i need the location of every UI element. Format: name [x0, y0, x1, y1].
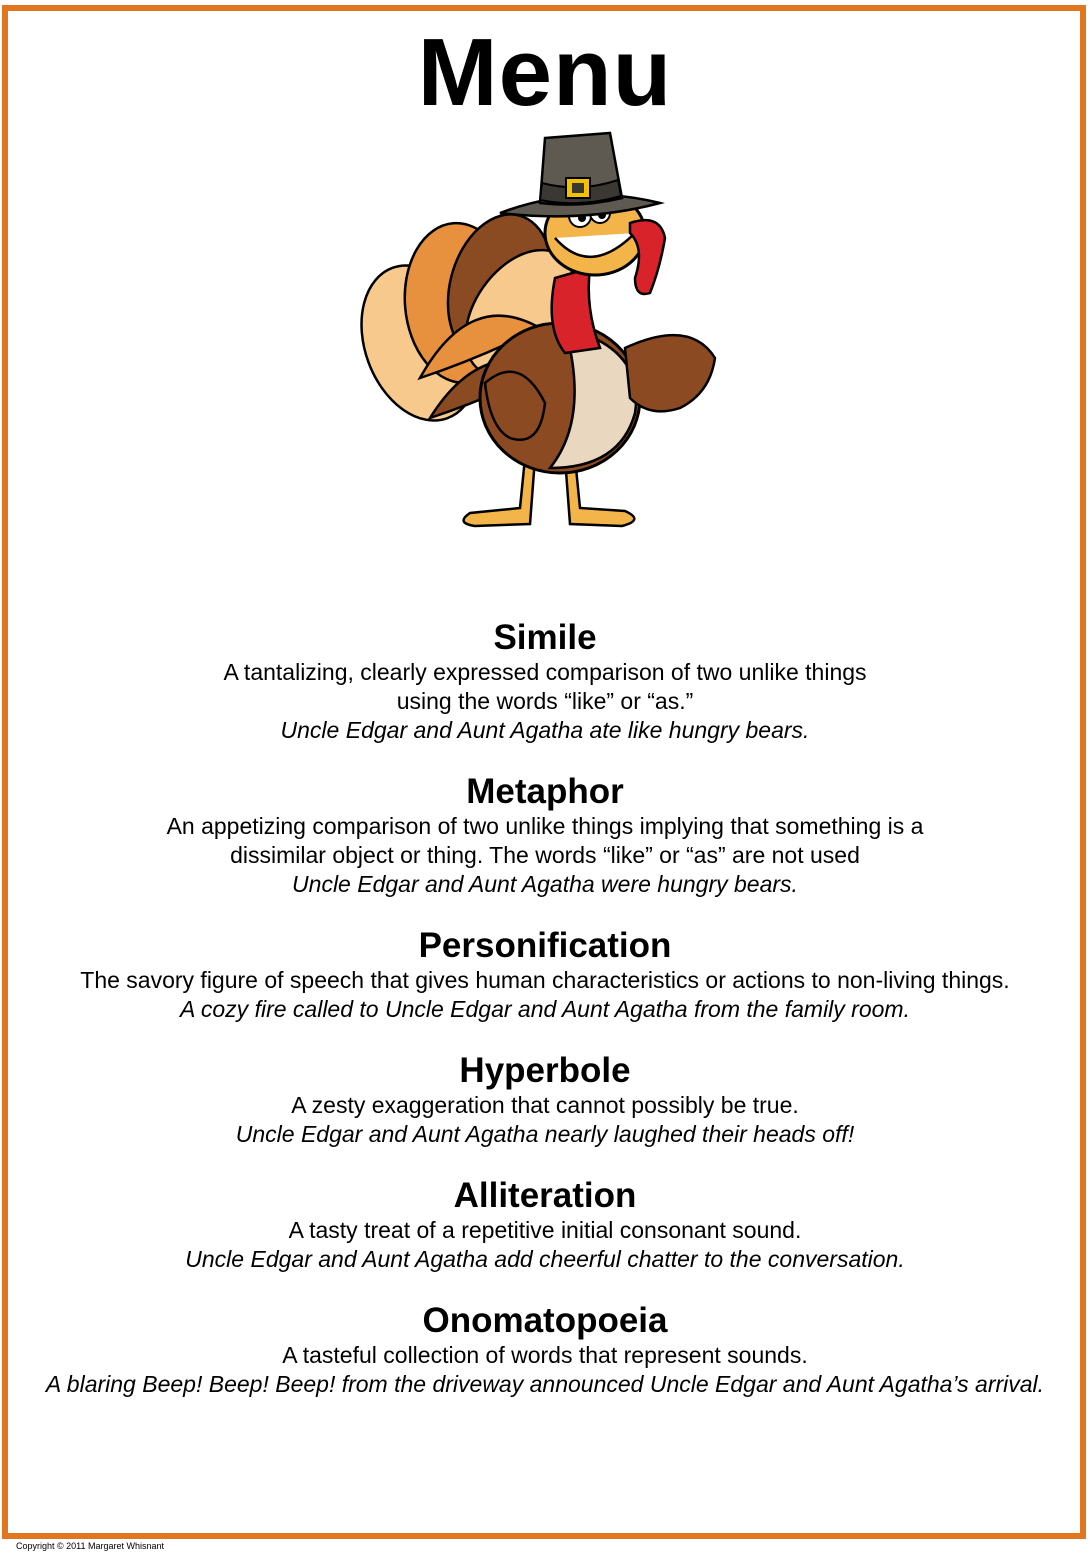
item-example: A cozy fire called to Uncle Edgar and Aunt Agatha from the family room. [180, 996, 910, 1022]
item-example: Uncle Edgar and Aunt Agatha ate like hungry bears. [280, 717, 810, 743]
item-heading: Onomatopoeia [422, 1301, 668, 1340]
item-definition: A tasteful collection of words that represent sounds. [282, 1342, 808, 1368]
page-title: Menu [417, 19, 673, 126]
figure-of-speech-list [0, 618, 1090, 1426]
menu-item-simile [0, 618, 1090, 745]
item-heading: Simile [493, 618, 597, 657]
item-heading: Alliteration [453, 1176, 637, 1215]
item-example: Uncle Edgar and Aunt Agatha were hungry bears. [292, 871, 798, 897]
item-heading: Hyperbole [459, 1051, 631, 1090]
item-definition: The savory figure of speech that gives human characteristics or actions to non-living things. [80, 967, 1010, 993]
menu-item-metaphor [0, 772, 1090, 899]
menu-item-hyperbole [0, 1051, 1090, 1149]
copyright-notice: Copyright © 2011 Margaret Whisnant [16, 1541, 165, 1551]
menu-item-alliteration [0, 1176, 1090, 1274]
pilgrim-turkey-icon [360, 128, 730, 548]
item-definition: A zesty exaggeration that cannot possibly be true. [291, 1092, 799, 1118]
item-definition: A tasty treat of a repetitive initial consonant sound. [288, 1217, 802, 1243]
menu-item-personification [0, 926, 1090, 1024]
item-definition: A tantalizing, clearly expressed comparison of two unlike things using the words “like” or “as.” [223, 659, 867, 714]
item-example: Uncle Edgar and Aunt Agatha add cheerful chatter to the conversation. [185, 1246, 905, 1272]
item-definition: An appetizing comparison of two unlike things implying that something is a dissimilar object or thing. The words “like” or “as” are not used [166, 813, 924, 868]
item-example: A blaring Beep! Beep! Beep! from the driveway announced Uncle Edgar and Aunt Agatha’s arrival. [45, 1371, 1045, 1397]
item-heading: Personification [418, 926, 672, 965]
item-heading: Metaphor [466, 772, 624, 811]
menu-item-onomatopoeia [0, 1301, 1090, 1399]
item-example: Uncle Edgar and Aunt Agatha nearly laughed their heads off! [235, 1121, 855, 1147]
